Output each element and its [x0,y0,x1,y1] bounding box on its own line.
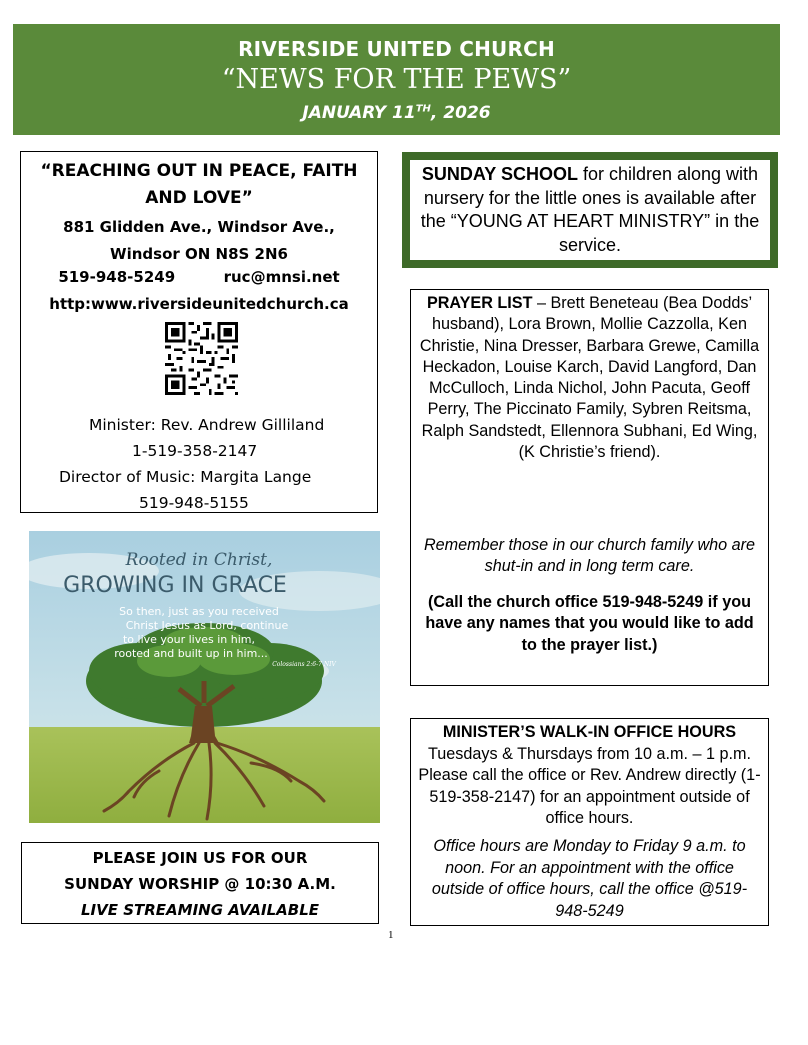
sunday-school-text: SUNDAY SCHOOL for children along with nursery for the little ones is available after the “YOUNG AT HEART MINISTRY” in the service. [410,160,770,260]
minister-name: Minister: Rev. Andrew Gilliland [89,416,325,434]
artwork-verse-2: Christ Jesus as Lord, continue [125,619,289,632]
church-address: 881 Glidden Ave., Windsor Ave., Windsor ON N8S 2N6 [63,218,335,263]
artwork-caps-title: GROWING IN GRACE [63,573,287,598]
church-phone: 519-948-5249 [58,268,176,286]
office-hours-heading: MINISTER’S WALK-IN OFFICE HOURS [442,723,737,741]
church-website[interactable]: http:www.riversideunitedchurch.ca [49,295,349,313]
newsletter-title: “NEWS FOR THE PEWS” [221,64,572,95]
office-hours-box [410,718,769,926]
sunday-school-box [402,152,778,268]
church-info-box [20,151,378,513]
artwork-verse-1: So then, just as you received [119,605,279,618]
church-name: RIVERSIDE UNITED CHURCH [238,37,555,61]
prayer-remember: Remember those in our church family who are shut-in and in long term care. [423,536,756,576]
rooted-in-christ-artwork [29,531,380,823]
worship-line-3: LIVE STREAMING AVAILABLE [80,901,320,919]
minister-phone: 1-519-358-2147 [132,442,258,460]
office-hours-note: Office hours are Monday to Friday 9 a.m. to noon. For an appointment with the office outside of office hours, call the office @519-948-5249 [431,837,748,920]
prayer-list-box [410,289,769,686]
staff-contacts [21,412,377,516]
artwork-verse-3: to live your lives in him, [122,633,256,646]
music-director: Director of Music: Margita Lange [59,468,312,486]
contact-line [21,268,377,286]
church-email[interactable]: ruc@mnsi.net [223,268,340,286]
artwork-script-title: Rooted in Christ, [125,550,273,570]
qr-code-icon [165,322,238,395]
worship-line-2: SUNDAY WORSHIP @ 10:30 A.M. [64,875,336,893]
prayer-list-heading: PRAYER LIST [426,294,533,312]
worship-box [21,842,379,924]
header-banner [13,24,780,135]
prayer-call-note: (Call the church office 519-948-5249 if you have any names that you would like to add to the prayer list.) [425,593,754,654]
office-hours-text: Tuesdays & Thursdays from 10 a.m. – 1 p.m. Please call the office or Rev. Andrew directly (1-519-358-2147) for an appointment outside of office hours. [418,744,761,827]
sunday-school-heading: SUNDAY SCHOOL [421,164,578,184]
page-number: 1 [388,929,394,941]
office-hours-main [417,722,762,830]
prayer-list-names: PRAYER LIST – Brett Beneteau (Bea Dodds’ husband), Lora Brown, Mollie Cazzolla, Ken Christie, Nina Dresser, Barbara Grewe, Camilla Heckadon, Louise Karch, David Langford, Dan McCulloch, Linda Nichol, John Pacuta, Geoff Perry, The Piccinato Family, Sybren Reitsma, Ralph Sandstedt, Ellennora Subhani, Ed Wing, (K Christie’s friend). [419,294,760,462]
issue-date: JANUARY 11TH, 2026 [302,103,491,123]
worship-line-1: PLEASE JOIN US FOR OUR [92,849,308,867]
motto: “REACHING OUT IN PEACE, FAITH AND LOVE” [40,161,358,208]
artwork-reference: Colossians 2:6-7 NIV [272,661,336,668]
music-phone: 519-948-5155 [139,494,249,512]
artwork-verse-4: rooted and built up in him... [114,647,268,660]
